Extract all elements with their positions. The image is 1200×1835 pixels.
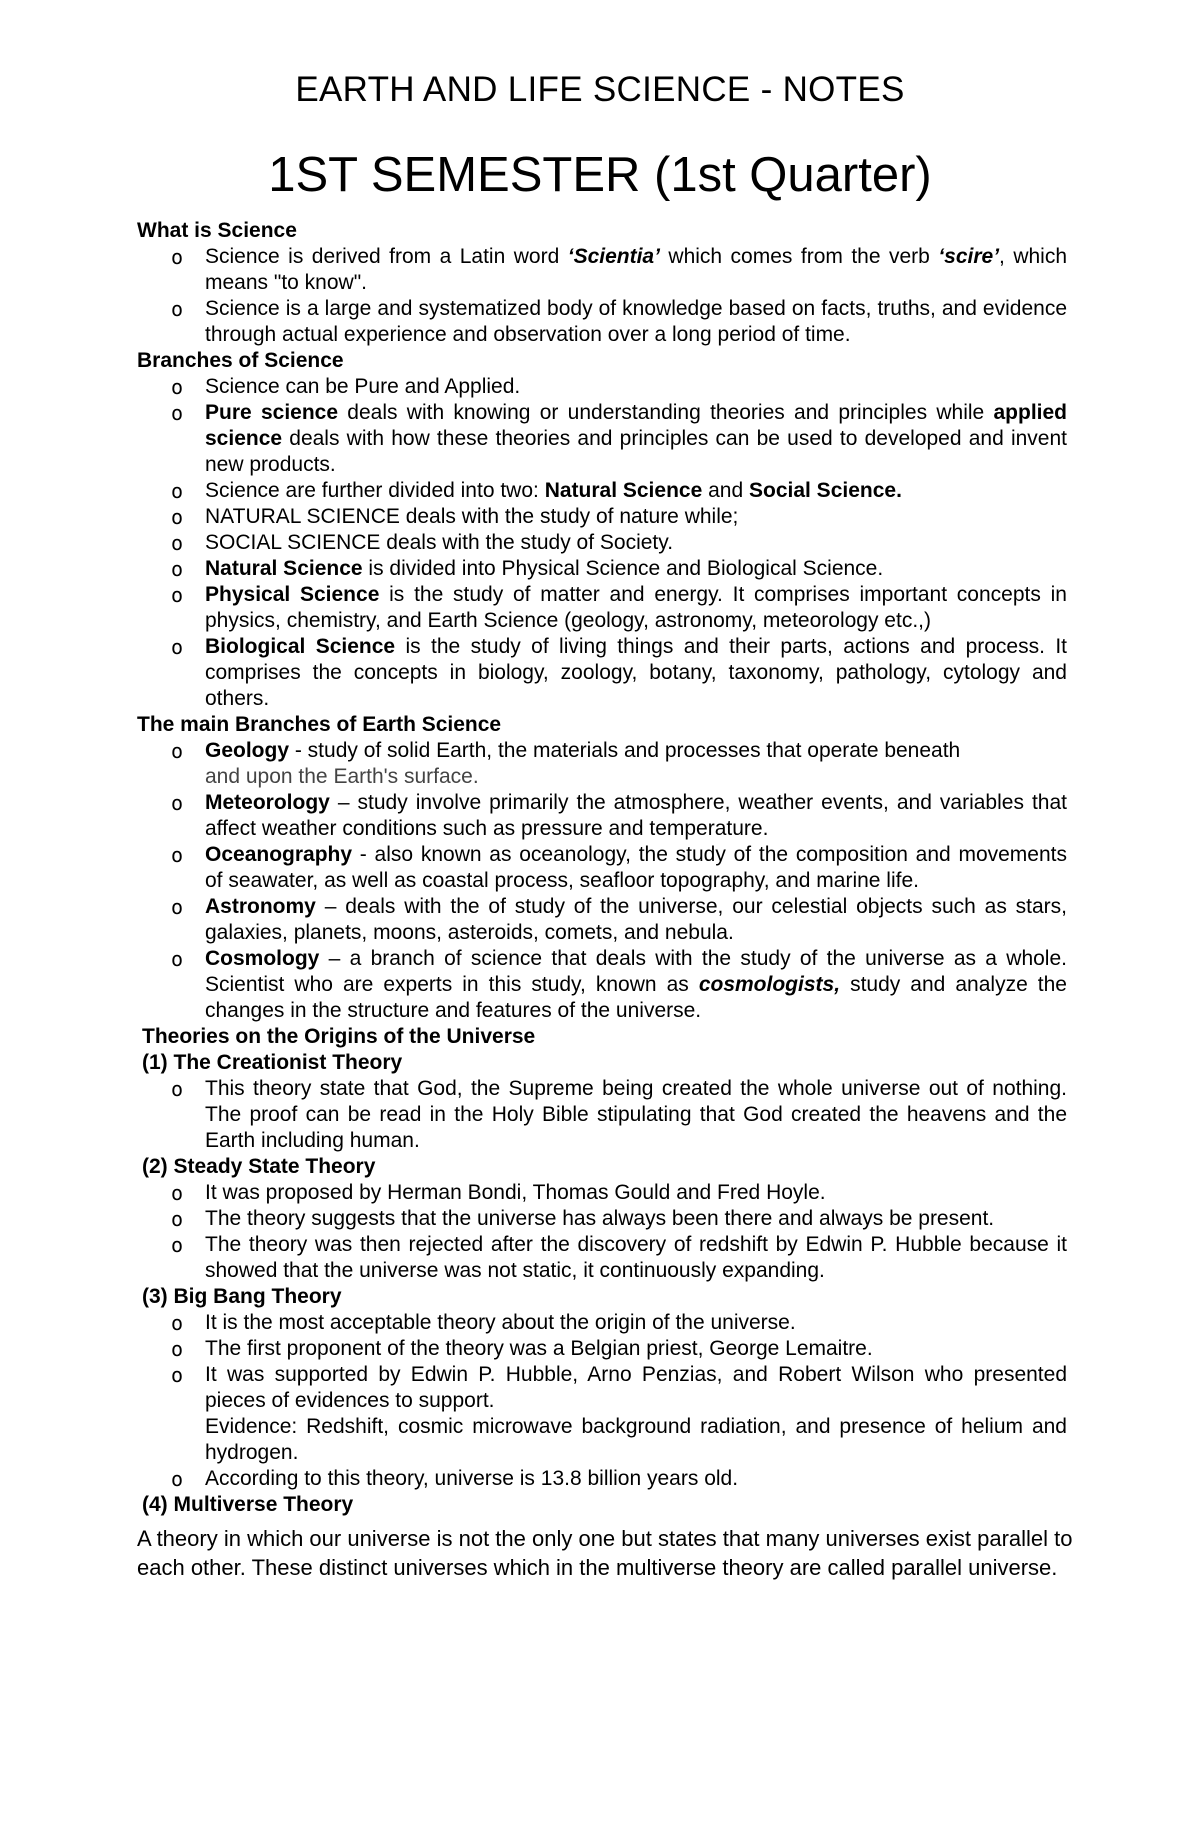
- term: Natural Science: [544, 479, 703, 502]
- subheading-multiverse: (4) Multiverse Theory: [142, 1493, 354, 1516]
- text-span: study and analyze the changes in the structure and features of the universe.: [205, 973, 1067, 1022]
- branches-list: [137, 374, 1067, 712]
- term: applied science: [205, 401, 1067, 450]
- list-item: [137, 556, 1067, 582]
- text-span: is the study of living things and their parts, actions and process. It comprises the concepts in biology, zoology, botany, taxonomy, pathology, cytology and others.: [205, 635, 1067, 710]
- text-span: – deals with the of study of the universe, our celestial objects such as stars, galaxies, planets, moons, asteroids, comets, and nebula.: [205, 895, 1067, 944]
- term: Social Science.: [748, 479, 902, 502]
- section-heading-theories: Theories on the Origins of the Universe: [142, 1025, 536, 1048]
- notes-body: [137, 218, 1073, 1582]
- list-item: o The theory was then rejected after the discovery of redshift by Edwin P. Hubble because it showed that the universe was not static, it continuously expanding.: [137, 1232, 1067, 1284]
- text-span: Science are further divided into two:: [205, 479, 545, 502]
- text-span: is the study of matter and energy. It comprises important concepts in physics, chemistry, and Earth Science (geology, astronomy, meteorology etc.,): [205, 583, 1067, 632]
- section-heading-what-is-science: What is Science: [137, 219, 297, 242]
- semester-title: 1ST SEMESTER (1st Quarter): [268, 148, 932, 202]
- term: Pure science: [205, 401, 339, 424]
- text-span: - study of solid Earth, the materials and processes that operate beneath: [289, 739, 961, 762]
- latin-verb: ‘scire’: [938, 245, 1000, 268]
- text-span: - also known as oceanology, the study of the composition and movements of seawater, as well as coastal process, seafloor topography, and marine life.: [205, 843, 1067, 892]
- list-item: [137, 400, 1067, 478]
- creationist-list: [137, 1076, 1067, 1154]
- term: Cosmology: [205, 947, 320, 970]
- list-item: o SOCIAL SCIENCE deals with the study of Society.: [137, 530, 1067, 556]
- list-item: o NATURAL SCIENCE deals with the study of nature while;: [137, 504, 1067, 530]
- text-span: – a branch of science that deals with the study of the universe as a whole. Scientist who are experts in this study, known as: [205, 947, 1067, 996]
- document-title: EARTH AND LIFE SCIENCE - NOTES: [295, 70, 905, 109]
- earth-branches-list: [137, 738, 1067, 1024]
- text-span: is divided into Physical Science and Biological Science.: [362, 557, 884, 580]
- list-item: o The first proponent of the theory was a Belgian priest, George Lemaitre.: [137, 1336, 1067, 1362]
- list-item: o Science can be Pure and Applied.: [137, 374, 1067, 400]
- list-item-cosmology: [137, 946, 1067, 1024]
- list-item: [137, 582, 1067, 634]
- term: Natural Science: [205, 557, 363, 580]
- term: Physical Science: [205, 583, 380, 606]
- text-span: It was supported by Edwin P. Hubble, Arno Penzias, and Robert Wilson who presented pieces of evidences to support.: [205, 1363, 1067, 1412]
- evidence-text: Evidence: Redshift, cosmic microwave background radiation, and presence of helium and hydrogen.: [205, 1415, 1067, 1464]
- list-item: [137, 1362, 1067, 1466]
- list-item: o According to this theory, universe is 13.8 billion years old.: [137, 1466, 1067, 1492]
- subheading-big-bang: (3) Big Bang Theory: [142, 1285, 342, 1308]
- list-item-astronomy: [137, 894, 1067, 946]
- multiverse-paragraph: A theory in which our universe is not the only one but states that many universes exist parallel to each other. These distinct universes which in the multiverse theory are called parallel universe.: [137, 1526, 1073, 1580]
- text-span: and: [702, 479, 749, 502]
- list-item: [137, 244, 1067, 296]
- text-span: which comes from the verb: [659, 245, 939, 268]
- list-item: o This theory state that God, the Supreme being created the whole universe out of nothing. The proof can be read in the Holy Bible stipulating that God created the heavens and the Earth including human.: [137, 1076, 1067, 1154]
- term: Meteorology: [205, 791, 330, 814]
- list-item: o It was proposed by Herman Bondi, Thomas Gould and Fred Hoyle.: [137, 1180, 1067, 1206]
- text-span: deals with how these theories and principles can be used to developed and invent new products.: [205, 427, 1067, 476]
- section-heading-earth-branches: The main Branches of Earth Science: [137, 713, 502, 736]
- list-item-meteorology: [137, 790, 1067, 842]
- list-item: o It is the most acceptable theory about the origin of the universe.: [137, 1310, 1067, 1336]
- latin-term: ‘Scientia’: [567, 245, 660, 268]
- subheading-steady-state: (2) Steady State Theory: [142, 1155, 376, 1178]
- text-span: and upon the Earth's surface.: [205, 765, 479, 788]
- text-span: – study involve primarily the atmosphere, weather events, and variables that affect weather conditions such as pressure and temperature.: [205, 791, 1067, 840]
- subheading-creationist: (1) The Creationist Theory: [142, 1051, 403, 1074]
- list-item-geology: [137, 738, 1067, 790]
- steady-state-list: [137, 1180, 1067, 1284]
- text-span: , which means "to know".: [205, 245, 1068, 294]
- text-span: deals with knowing or understanding theories and principles while: [338, 401, 994, 424]
- list-item: o The theory suggests that the universe has always been there and always be present.: [137, 1206, 1067, 1232]
- list-item: [137, 634, 1067, 712]
- big-bang-list: [137, 1310, 1067, 1492]
- term: Biological Science: [205, 635, 396, 658]
- term: Oceanography: [205, 843, 353, 866]
- list-item: o Science is a large and systematized body of knowledge based on facts, truths, and evidence through actual experience and observation over a long period of time.: [137, 296, 1067, 348]
- what-is-science-list: [137, 244, 1067, 348]
- term: Geology: [205, 739, 290, 762]
- list-item: [137, 478, 1067, 504]
- list-item-oceanography: [137, 842, 1067, 894]
- term: Astronomy: [205, 895, 316, 918]
- text-span: Science is derived from a Latin word: [205, 245, 568, 268]
- term: cosmologists,: [698, 973, 841, 996]
- section-heading-branches: Branches of Science: [137, 349, 344, 372]
